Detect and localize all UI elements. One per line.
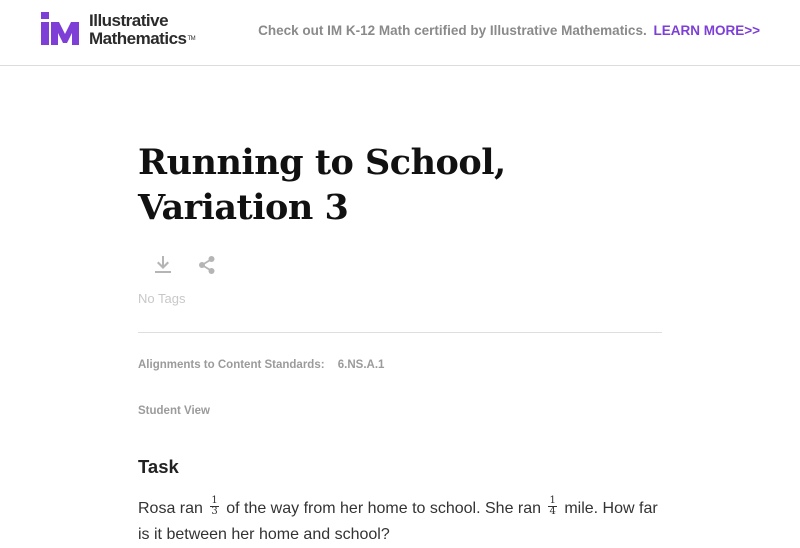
- task-text-part1: Rosa ran: [138, 500, 203, 517]
- alignments-label: Alignments to Content Standards:: [138, 359, 325, 371]
- logo-line1: Illustrative: [89, 11, 169, 30]
- logo-tm: TM: [187, 36, 196, 42]
- fraction-numerator: 1: [549, 495, 556, 507]
- task-heading: Task: [138, 456, 179, 477]
- task-content: [138, 140, 662, 543]
- fraction-numerator: 1: [211, 495, 218, 507]
- fraction-one-fourth: [548, 496, 556, 517]
- alignments: [138, 359, 384, 371]
- title-line2: Variation 3: [138, 187, 349, 228]
- task-text-part3: mile. How far is it between her home and school?: [138, 500, 658, 543]
- im-logo-mark: [41, 12, 81, 46]
- learn-more-link[interactable]: LEARN MORE>>: [653, 23, 760, 38]
- tags-label: No Tags: [138, 291, 186, 306]
- title-line1: Running to School,: [138, 142, 506, 183]
- site-header: [0, 0, 800, 66]
- student-view-link[interactable]: Student View: [138, 405, 210, 417]
- task-text-part2: of the way from her home to school. She ran: [226, 500, 542, 517]
- logo-wordmark: [89, 12, 195, 48]
- task-actions: [152, 254, 232, 278]
- fraction-denominator: 4: [549, 506, 556, 518]
- im-logo[interactable]: [41, 12, 201, 48]
- standard-link[interactable]: 6.NS.A.1: [337, 359, 385, 371]
- fraction-denominator: 3: [211, 506, 218, 518]
- promo-text: Check out IM K-12 Math certified by Illustrative Mathematics.: [258, 23, 647, 38]
- divider: [138, 332, 662, 333]
- page-title: [138, 140, 662, 230]
- share-icon[interactable]: [196, 254, 218, 276]
- task-text: [138, 496, 662, 548]
- promo-banner: [258, 23, 760, 38]
- logo-line2: Mathematics: [89, 29, 187, 48]
- fraction-one-third: [210, 496, 218, 517]
- download-icon[interactable]: [152, 254, 174, 276]
